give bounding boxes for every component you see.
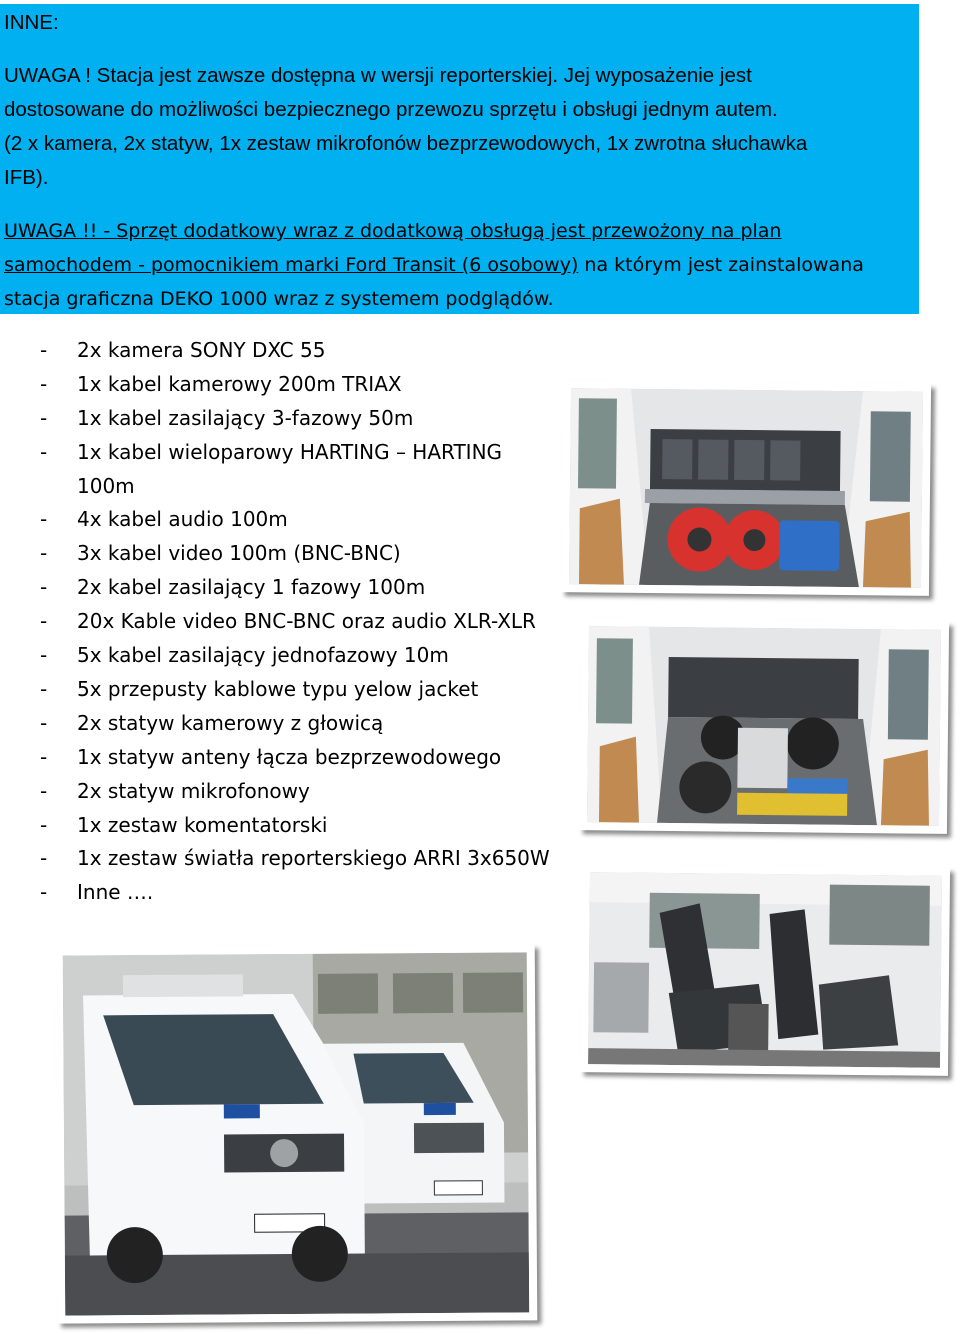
notice-banner — [0, 4, 919, 314]
notice-line: IFB). — [4, 166, 49, 189]
notice-text: na którym jest zainstalowana — [578, 254, 864, 276]
photo-van-interior-reels — [561, 380, 931, 596]
photo-van-interior-equipment — [579, 618, 949, 834]
notice-line: dostosowane do możliwości bezpiecznego przewozu sprzętu i obsługi jednym autem. — [4, 98, 778, 121]
photo-tvp-vans — [55, 944, 538, 1323]
photo-van-seats — [580, 864, 950, 1076]
section-heading: INNE: — [4, 11, 59, 34]
notice-line: (2 x kamera, 2x statyw, 1x zestaw mikrofonów bezprzewodowych, 1x zwrotna słuchawka — [4, 132, 808, 155]
notice-underlined: samochodem - pomocnikiem marki Ford Transit (6 osobowy) — [4, 254, 579, 276]
notice-line: stacja graficzna DEKO 1000 wraz z systemem podglądów. — [4, 288, 554, 310]
notice-line: UWAGA ! Stacja jest zawsze dostępna w wersji reporterskiej. Jej wyposażenie jest — [4, 64, 752, 87]
notice-line — [4, 254, 864, 276]
notice-line: UWAGA !! - Sprzęt dodatkowy wraz z dodatkową obsługą jest przewożony na plan — [4, 220, 782, 242]
